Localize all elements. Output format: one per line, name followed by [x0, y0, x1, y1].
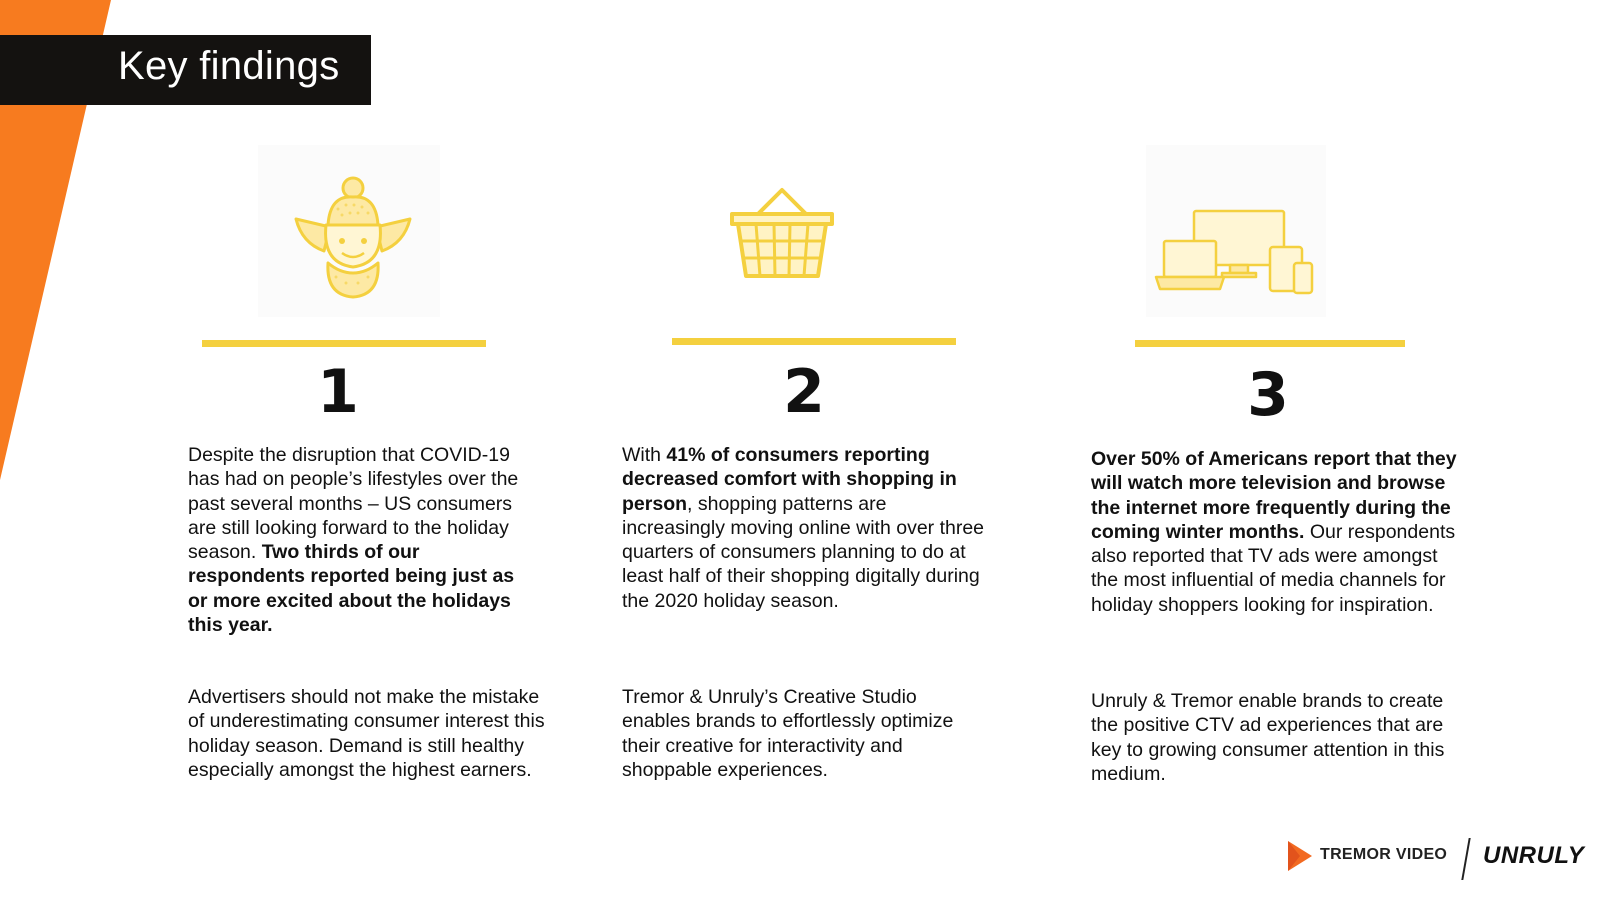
page-title: Key findings: [118, 44, 340, 88]
finding-1-main-text: [188, 443, 538, 637]
finding-2-main-text: [622, 443, 992, 613]
finding-3-number: 3: [1247, 360, 1289, 430]
finding-1-icon-box: [258, 145, 440, 317]
finding-3-main-text: [1091, 447, 1466, 617]
finding-1-number: 1: [317, 357, 359, 427]
finding-1-divider: [202, 340, 486, 347]
finding-3-divider: [1135, 340, 1405, 347]
finding-3-secondary-text: Unruly & Tremor enable brands to create the positive CTV ad experiences that are key to growing consumer attention in this medium.: [1091, 690, 1445, 785]
text-run: Our respondents also reported that TV ads were amongst the most influential of media channels for holiday shoppers looking for inspiration.: [1091, 520, 1456, 616]
shopping-basket-icon: [722, 180, 842, 284]
tremor-video-logo-text: TREMOR VIDEO: [1320, 846, 1448, 863]
finding-3-icon-box: [1146, 145, 1326, 317]
unruly-logo-text: UNRULY: [1483, 842, 1585, 869]
title-bar: [0, 35, 371, 105]
finding-2-icon-box: [722, 180, 842, 284]
finding-2-number: 2: [783, 357, 825, 427]
elf-icon: [258, 145, 440, 317]
text-run: Despite the disruption that COVID-19 has had on people’s lifestyles over the past several months – US consumers are still looking forward to the holiday season.: [188, 444, 519, 564]
text-run: , shopping patterns are increasingly moving online with over three quarters of consumers planning to do at least half of their shopping digitally during the 2020 holiday season.: [622, 492, 985, 612]
tremor-video-logo: [1284, 838, 1464, 874]
finding-2-secondary-text: Tremor & Unruly’s Creative Studio enables brands to effortlessly optimize their creative for interactivity and shoppable experiences.: [622, 686, 954, 781]
text-run-bold: Two thirds of our respondents reported being just as or more excited about the holidays this year.: [188, 541, 515, 637]
play-icon: [1284, 838, 1314, 874]
text-run-bold: Over 50% of Americans report that they will watch more television and browse the internet more frequently during the coming winter months.: [1091, 448, 1457, 543]
unruly-logo: [1483, 842, 1587, 872]
finding-1-secondary-text: Advertisers should not make the mistake of underestimating consumer interest this holiday season. Demand is still healthy especially amongst the highest earners.: [188, 686, 545, 781]
devices-icon: [1146, 145, 1326, 317]
text-run: With: [622, 444, 667, 466]
finding-2-divider: [672, 338, 956, 345]
text-run-bold: 41% of consumers reporting decreased comfort with shopping in person: [622, 444, 957, 515]
